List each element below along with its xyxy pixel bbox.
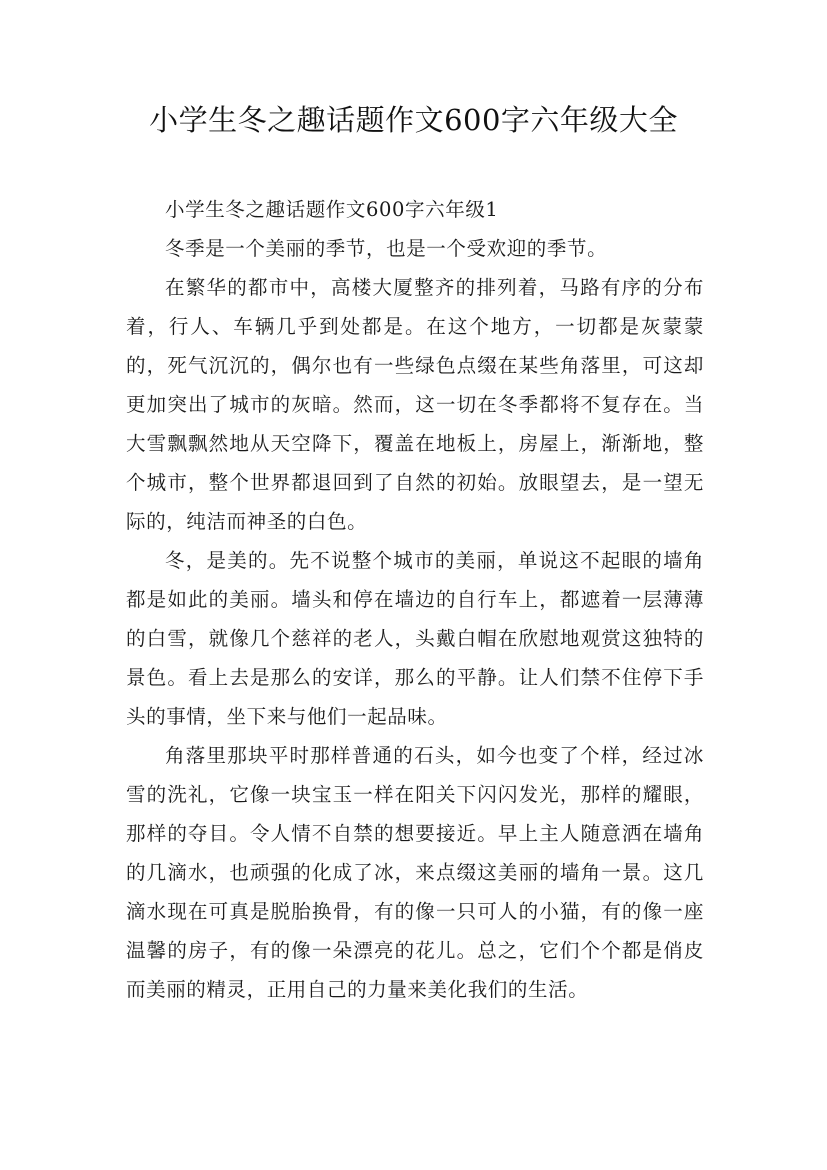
paragraph: 冬，是美的。先不说整个城市的美丽，单说这不起眼的墙角都是如此的美丽。墙头和停在墙边的自行车上，都遮着一层薄薄的白雪，就像几个慈祥的老人，头戴白帽在欣慰地观赏这独特的景色。看上去是那么的安详，那么的平静。让人们禁不住停下手头的事情，坐下来与他们一起品味。 [126,549,704,728]
paragraph-subtitle: 小学生冬之趣话题作文600字六年级1 [165,198,499,221]
paragraph: 角落里那块平时那样普通的石头，如今也变了个样，经过冰雪的洗礼，它像一块宝玉一样在阳关下闪闪发光，那样的耀眼，那样的夺目。令人情不自禁的想要接近。早上主人随意洒在墙角的几滴水，也顽强的化成了冰，来点缀这美丽的墙角一景。这几滴水现在可真是脱胎换骨，有的像一只可人的小猫，有的像一座温馨的房子，有的像一朵漂亮的花儿。总之，它们个个都是俏皮而美丽的精灵，正用自己的力量来美化我们的生活。 [126,744,704,1001]
paragraph: 在繁华的都市中，高楼大厦整齐的排列着，马路有序的分布着，行人、车辆几乎到处都是。在这个地方，一切都是灰蒙蒙的，死气沉沉的，偶尔也有一些绿色点缀在某些角落里，可这却更加突出了城市的灰暗。然而，这一切在冬季都将不复存在。当大雪飘飘然地从天空降下，覆盖在地板上，房屋上，渐渐地，整个城市，整个世界都退回到了自然的初始。放眼望去，是一望无际的，纯洁而神圣的白色。 [126,276,704,533]
document-title: 小学生冬之趣话题作文600字六年级大全 [149,103,678,137]
paragraph: 冬季是一个美丽的季节，也是一个受欢迎的季节。 [165,237,608,260]
document-body [126,190,704,1009]
